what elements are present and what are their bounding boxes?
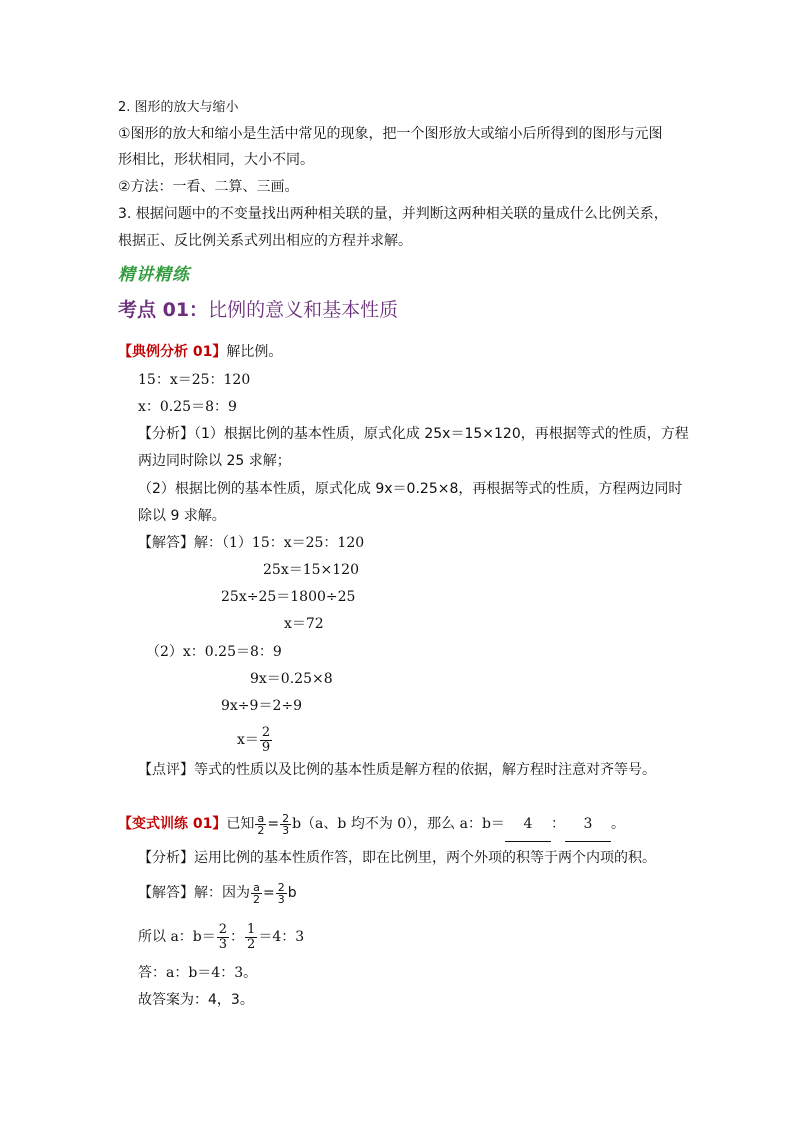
example-tag: 【典例分析 01】 [118,344,227,360]
fraction-2-over-3 [276,882,287,905]
variant-analysis-text: 运用比例的基本性质作答，即在比例里，两个外项的积等于两个内项的积。 [194,850,656,866]
analysis-line-1 [138,424,689,444]
fraction-numerator: 1 [247,921,256,937]
fraction-denominator: 2 [257,823,265,837]
analysis-line-4: 除以 9 求解。 [138,508,226,524]
analysis-line-3: （2）根据比例的基本性质，原式化成 9x＝0.25×8，再根据等式的性质，方程两边同时 [138,481,683,497]
variant-so-line [138,920,304,954]
variant-final-answer: 故答案为：4，3。 [138,992,254,1008]
fraction-numerator: 2 [277,880,285,894]
comment-tag: 【点评】 [138,762,194,778]
variant-end: 。 [610,816,625,832]
variant-post: b（a、b 均不为 0），那么 a：b＝ [292,816,505,832]
fraction-numerator: 2 [282,811,290,825]
example-1-header [118,342,282,362]
solution-step-7 [237,723,273,757]
solution-step-2: 25x÷25＝1800÷25 [221,589,356,605]
solution-step-1: 25x＝15×120 [263,562,359,578]
paragraph-2-title: 2. 图形的放大与缩小 [118,100,239,115]
fraction-numerator: 2 [261,724,271,740]
variant-so-post: ＝4：3 [258,929,305,945]
fraction-denominator: 2 [247,936,256,952]
analysis-text-1: （1）根据比例的基本性质，原式化成 25x＝15×120，再根据等式的性质，方程 [194,426,689,442]
section-banner: 精讲精练 [118,265,190,285]
fraction-numerator: 2 [218,921,228,937]
point-heading [118,295,398,322]
fraction-numerator: a [253,880,260,894]
paragraph-2-line-1: ①图形的放大和缩小是生活中常见的现象，把一个图形放大或缩小后所得到的图形与元图 [118,126,663,142]
fraction-a-over-2 [251,882,262,905]
fraction-denominator: 9 [261,739,271,755]
answer-head: 解：（1）15：x＝25：120 [194,535,365,551]
variant-tag: 【变式训练 01】 [118,816,227,832]
paragraph-2-line-2: 形相比，形状相同，大小不同。 [118,152,314,168]
fraction-a-over-2 [255,813,266,836]
comment-line [138,760,656,780]
paragraph-3-line-2: 根据正、反比例关系式列出相应的方程并求解。 [118,233,412,249]
example-equation-1: 15：x＝25：120 [138,372,251,388]
fraction-denominator: 3 [282,823,290,837]
variant-analysis-line [138,848,656,868]
variant-answer-statement: 答：a：b＝4：3。 [138,965,258,981]
paragraph-2-line-3: ②方法：一看、二算、三画。 [118,179,299,195]
answer-blank-2: 3 [565,807,611,842]
variant-equals: = [267,816,280,832]
point-label: 考点 01： [118,299,209,321]
answer-tag: 【解答】 [138,535,194,551]
point-title: 比例的意义和基本性质 [208,299,399,321]
fraction-denominator: 3 [277,892,285,906]
answer-blank-1: 4 [505,807,551,842]
fraction-2-over-3 [280,813,291,836]
variant-pre: 已知 [226,816,255,832]
example-equation-2: x：0.25＝8：9 [138,399,237,415]
solution-step-3: x＝72 [284,616,324,632]
analysis-tag: 【分析】 [138,426,194,442]
variant-answer-post: b [287,885,297,901]
variant-answer-pre: 解：因为 [194,885,250,901]
solution-step-6: 9x÷9＝2÷9 [221,698,302,714]
fraction-denominator: 2 [253,892,260,906]
variant-answer-equals: = [263,885,275,901]
solution-step-4: （2）x：0.25＝8：9 [146,644,282,660]
analysis-line-2: 两边同时除以 25 求解； [138,453,291,469]
comment-text: 等式的性质以及比例的基本性质是解方程的依据，解方程时注意对齐等号。 [194,762,656,778]
fraction-denominator: 3 [218,936,228,952]
variant-colon: ： [550,816,565,832]
example-prompt: 解比例。 [226,344,283,360]
paragraph-3-line-1: 3. 根据问题中的不变量找出两种相关联的量，并判断这两种相关联的量成什么比例关系， [118,206,668,222]
variant-analysis-tag: 【分析】 [138,850,194,866]
solution-step-7-lhs: x＝ [237,732,259,748]
solution-step-5: 9x＝0.25×8 [250,671,333,687]
variant-answer-line [138,876,297,910]
fraction-1-over-2 [245,923,257,952]
fraction-2-over-3 [217,923,229,952]
variant-so-colon: ： [230,929,245,945]
variant-so-pre: 所以 a：b＝ [138,929,216,945]
fraction-numerator: a [257,811,265,825]
variant-answer-tag: 【解答】 [138,885,194,901]
answer-line [138,533,364,553]
fraction-two-ninths [260,726,272,755]
variant-1-question [118,807,625,842]
